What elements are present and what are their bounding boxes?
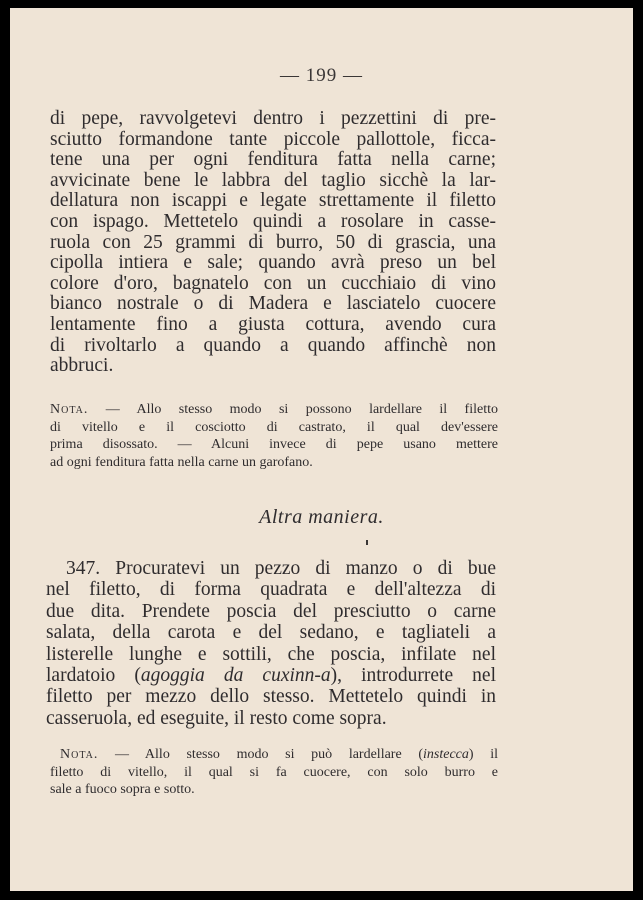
print-mark [366,540,368,545]
text-line: di pepe, ravvolgetevi dentro i pezzettini di pre- [50,108,496,129]
page-number: — 199 — [280,65,363,86]
text-line: sciutto formandone tante piccole pallottole, ficca- [50,128,496,150]
text-line: due dita. Prendete poscia del presciutto o carne [46,600,496,622]
text-line: con ispago. Mettetelo quindi a rosolare in casse- [50,210,496,232]
note-line: sale a fuoco sopra e sotto. [50,782,195,797]
dialect-term: instecca [423,747,469,762]
note-text: ) il [468,747,498,762]
text-line: avvicinate bene le labbra del taglio sicchè la lar- [50,169,496,191]
text-line: salata, della carota e del sedano, e tagliateli a [46,622,496,644]
text-line: 347. Procuratevi un pezzo di manzo o di bue [66,558,496,579]
text-line: casseruola, ed eseguite, il resto come sopra. [46,707,387,729]
paragraph-1 [50,109,496,377]
note-label: Nota. [60,747,99,762]
note-text: — Allo stesso modo si può lardellare ( [98,747,423,762]
note-line [50,401,498,419]
text-line: filetto per mezzo dello stesso. Mettetelo quindi in [46,686,496,708]
note-line: di vitello e il cosciotto di castrato, il qual dev'essere [50,419,498,435]
note-label: Nota. [50,402,89,417]
note-2 [50,746,498,799]
text-segment: lardatoio ( [46,665,141,687]
text-line: cipolla intiera e sale; quando avrà preso un bel [50,252,496,274]
text-line: listerelle lunghe e sottili, che poscia, infilate nel [46,643,496,665]
note-line [50,746,498,764]
note-line: filetto di vitello, il qual si fa cuocere, con solo burro e [50,764,498,780]
note-text: — Allo stesso modo si possono lardellare il filetto [88,402,498,417]
text-line: tene una per ogni fenditura fatta nella carne; [50,149,496,171]
text-line: bianco nostrale o di Madera e lasciatelo cuocere [50,293,496,315]
text-line: ruola con 25 grammi di burro, 50 di grascia, una [50,231,496,253]
text-line [46,665,496,686]
section-title: Altra maniera. [259,506,384,528]
note-line: ad ogni fenditura fatta nella carne un garofano. [50,454,313,470]
text-line: di rivoltarlo a quando a quando affinchè non [50,334,496,356]
text-line: dellatura non iscappi e legate strettamente il filetto [50,190,496,212]
text-line: abbruci. [50,355,114,377]
text-segment: ), introdurrete nel [330,665,496,687]
paragraph-2 [46,558,496,729]
book-page [10,8,633,891]
dialect-term: agoggia da cuxinn-a [140,665,331,687]
note-line: prima disossato. — Alcuni invece di pepe usano mettere [50,437,498,452]
text-line: nel filetto, di forma quadrata e dell'altezza di [46,579,496,601]
text-line: lentamente fino a giusta cottura, avendo cura [50,313,496,335]
note-1 [50,401,498,471]
text-line: colore d'oro, bagnatelo con un cucchiaio di vino [50,272,496,294]
